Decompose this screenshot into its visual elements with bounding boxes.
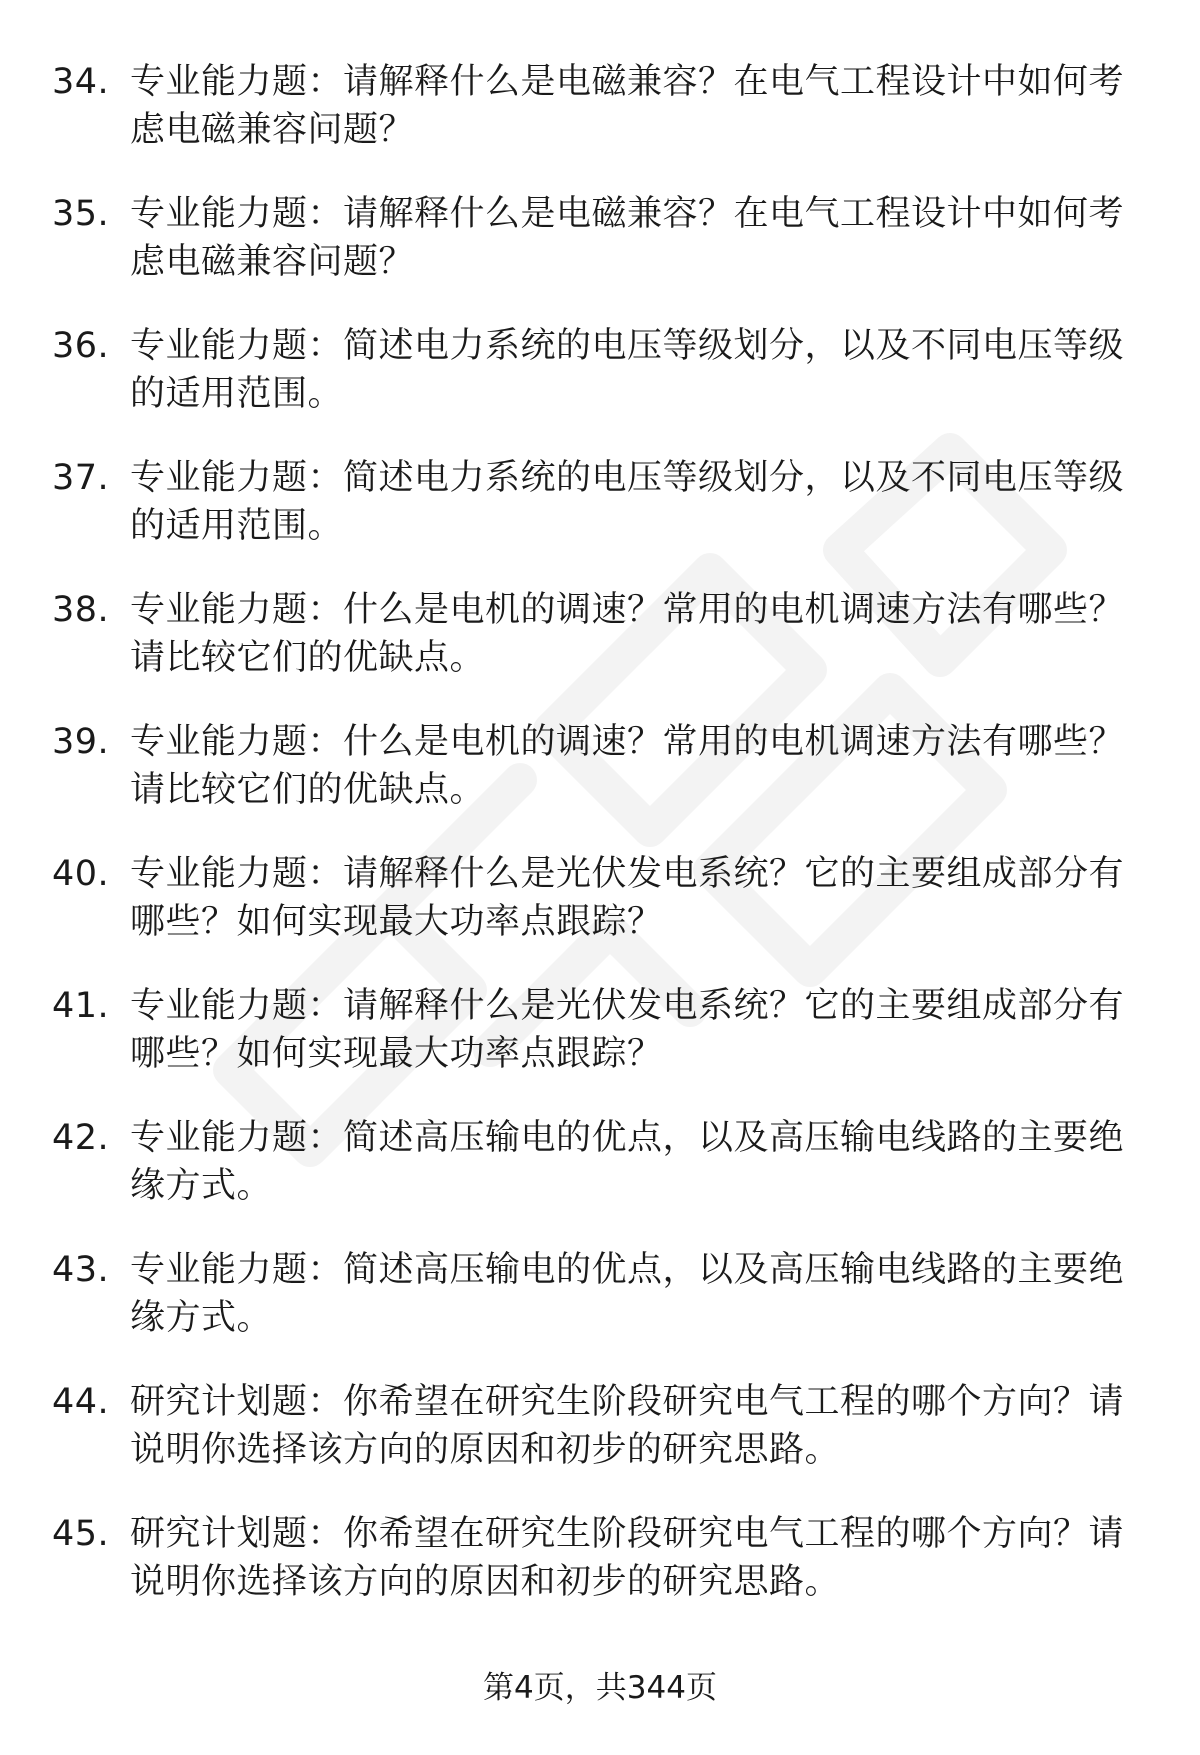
list-item <box>52 1114 1142 1210</box>
question-number: 44. <box>52 1382 110 1422</box>
page-number-footer: 第4页，共344页 <box>483 1670 717 1706</box>
list-item <box>52 1246 1142 1342</box>
question-number: 35. <box>52 194 110 234</box>
question-text: 专业能力题：简述电力系统的电压等级划分，以及不同电压等级的适用范围。 <box>130 458 1125 546</box>
list-item <box>52 454 1142 550</box>
list-item <box>52 850 1142 946</box>
list-item <box>52 322 1142 418</box>
question-text: 专业能力题：请解释什么是电磁兼容？在电气工程设计中如何考虑电磁兼容问题？ <box>130 62 1125 150</box>
question-text: 专业能力题：什么是电机的调速？常用的电机调速方法有哪些？请比较它们的优缺点。 <box>130 590 1125 678</box>
question-number: 38. <box>52 590 110 630</box>
question-number: 34. <box>52 62 110 102</box>
list-item <box>52 1378 1142 1474</box>
question-number: 37. <box>52 458 110 498</box>
list-item <box>52 190 1142 286</box>
question-text: 专业能力题：请解释什么是光伏发电系统？它的主要组成部分有哪些？如何实现最大功率点跟踪？ <box>130 986 1125 1074</box>
question-list <box>52 58 1142 1642</box>
question-text: 专业能力题：什么是电机的调速？常用的电机调速方法有哪些？请比较它们的优缺点。 <box>130 722 1125 810</box>
question-text: 专业能力题：简述电力系统的电压等级划分，以及不同电压等级的适用范围。 <box>130 326 1125 414</box>
list-item <box>52 586 1142 682</box>
question-text: 专业能力题：简述高压输电的优点，以及高压输电线路的主要绝缘方式。 <box>130 1118 1125 1206</box>
question-number: 36. <box>52 326 110 366</box>
list-item <box>52 1510 1142 1606</box>
question-text: 专业能力题：简述高压输电的优点，以及高压输电线路的主要绝缘方式。 <box>130 1250 1125 1338</box>
question-number: 40. <box>52 854 110 894</box>
list-item <box>52 58 1142 154</box>
question-text: 专业能力题：请解释什么是光伏发电系统？它的主要组成部分有哪些？如何实现最大功率点跟踪？ <box>130 854 1125 942</box>
question-text: 研究计划题：你希望在研究生阶段研究电气工程的哪个方向？请说明你选择该方向的原因和初步的研究思路。 <box>130 1382 1125 1470</box>
list-item <box>52 982 1142 1078</box>
question-number: 39. <box>52 722 110 762</box>
question-text: 研究计划题：你希望在研究生阶段研究电气工程的哪个方向？请说明你选择该方向的原因和初步的研究思路。 <box>130 1514 1125 1602</box>
question-text: 专业能力题：请解释什么是电磁兼容？在电气工程设计中如何考虑电磁兼容问题？ <box>130 194 1125 282</box>
question-number: 42. <box>52 1118 110 1158</box>
question-number: 41. <box>52 986 110 1026</box>
list-item <box>52 718 1142 814</box>
question-number: 45. <box>52 1514 110 1554</box>
question-number: 43. <box>52 1250 110 1290</box>
